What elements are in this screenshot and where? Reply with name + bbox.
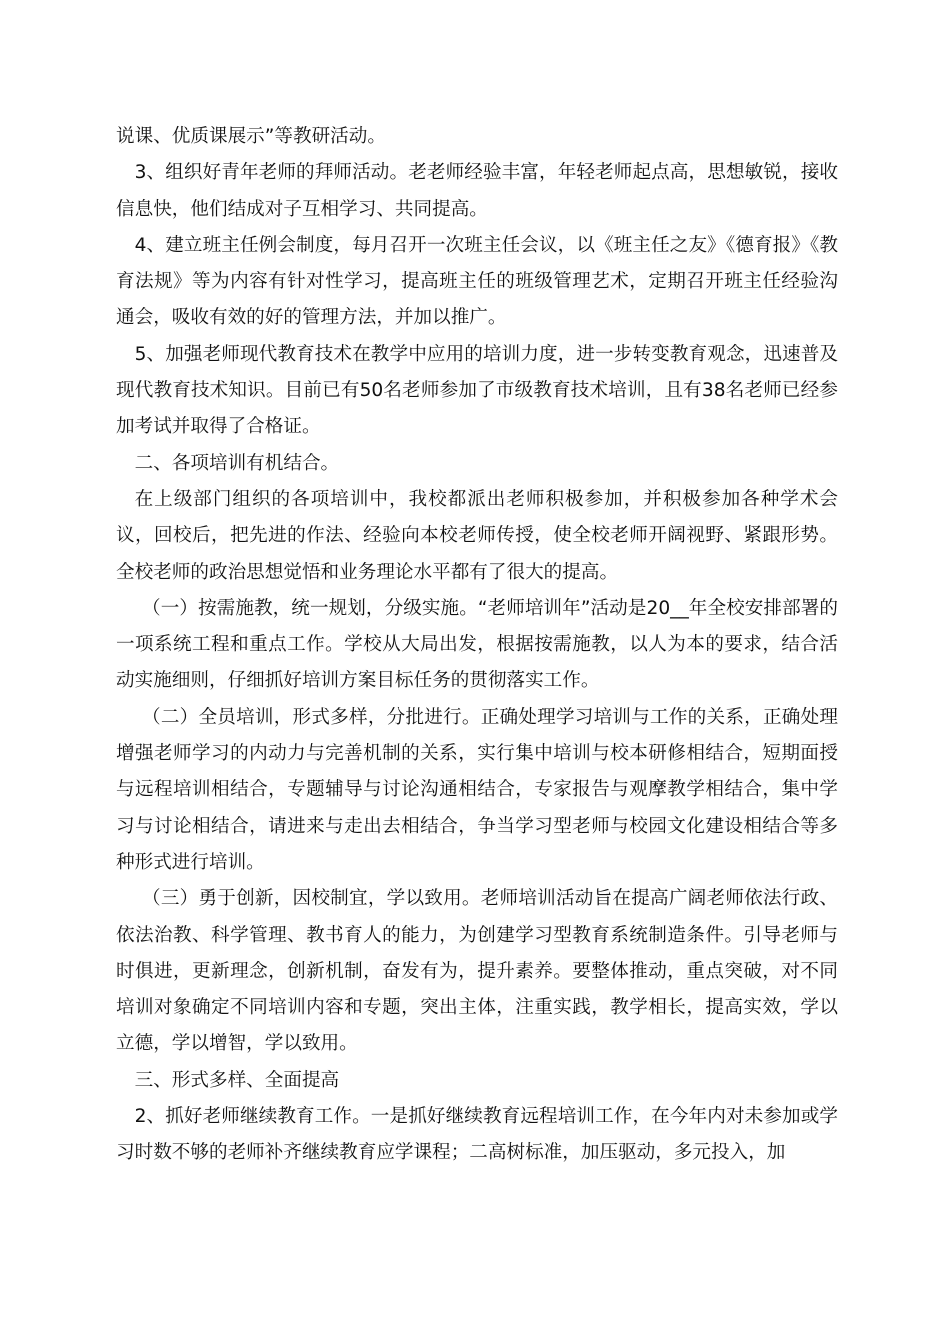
paragraph-item-5: 5、加强老师现代教育技术在教学中应用的培训力度，进一步转变教育观念，迅速普及现代教育技术知识。目前已有50名老师参加了市级教育技术培训，且有38名老师已经参加考试并取得了合格证。 — [116, 343, 838, 438]
document-body — [116, 119, 838, 1172]
paragraph-item-3: 3、组织好青年老师的拜师活动。老老师经验丰富，年轻老师起点高，思想敏锐，接收信息快，他们结成对子互相学习、共同提高。 — [116, 162, 838, 220]
paragraph-subsection-1: （一）按需施教，统一规划，分级实施。“老师培训年”活动是20__年全校安排部署的一项系统工程和重点工作。学校从大局出发，根据按需施教，以人为本的要求，结合活动实施细则，仔细抓好培训方案目标任务的贯彻落实工作。 — [116, 597, 838, 692]
paragraph-continuation: 说课、优质课展示”等教研活动。 — [116, 126, 386, 147]
paragraph-item-4: 4、建立班主任例会制度，每月召开一次班主任会议，以《班主任之友》《德育报》《教育法规》等为内容有针对性学习，提高班主任的班级管理艺术，定期召开班主任经验沟通会，吸收有效的好的管理方法，并加以推广。 — [116, 234, 838, 329]
paragraph-subsection-2: （二）全员培训，形式多样，分批进行。正确处理学习培训与工作的关系，正确处理增强老师学习的内动力与完善机制的关系，实行集中培训与校本研修相结合，短期面授与远程培训相结合，专题辅导与讨论沟通相结合，专家报告与观摩教学相结合，集中学习与讨论相结合，请进来与走出去相结合，争当学习型老师与校园文化建设相结合等多种形式进行培训。 — [116, 706, 838, 873]
section-heading-2: 二、各项培训有机结合。 — [134, 452, 340, 474]
paragraph-training-overview: 在上级部门组织的各项培训中，我校都派出老师积极参加，并积极参加各种学术会议，回校后，把先进的作法、经验向本校老师传授，使全校老师开阔视野、紧跟形势。全校老师的政治思想觉悟和业务理论水平都有了很大的提高。 — [116, 488, 838, 583]
paragraph-continuing-education: 2、抓好老师继续教育工作。一是抓好继续教育远程培训工作，在今年内对未参加或学习时数不够的老师补齐继续教育应学课程；二高树标准，加压驱动，多元投入，加 — [116, 1106, 838, 1164]
section-heading-3: 三、形式多样、全面提高 — [134, 1069, 340, 1091]
paragraph-subsection-3: （三）勇于创新，因校制宜，学以致用。老师培训活动旨在提高广阔老师依法行政、依法治教、科学管理、教书育人的能力，为创建学习型教育系统制造条件。引导老师与时俱进，更新理念，创新机制，奋发有为，提升素养。要整体推动，重点突破，对不同培训对象确定不同培训内容和专题，突出主体，注重实践，教学相长，提高实效，学以立德，学以增智，学以致用。 — [116, 888, 838, 1055]
